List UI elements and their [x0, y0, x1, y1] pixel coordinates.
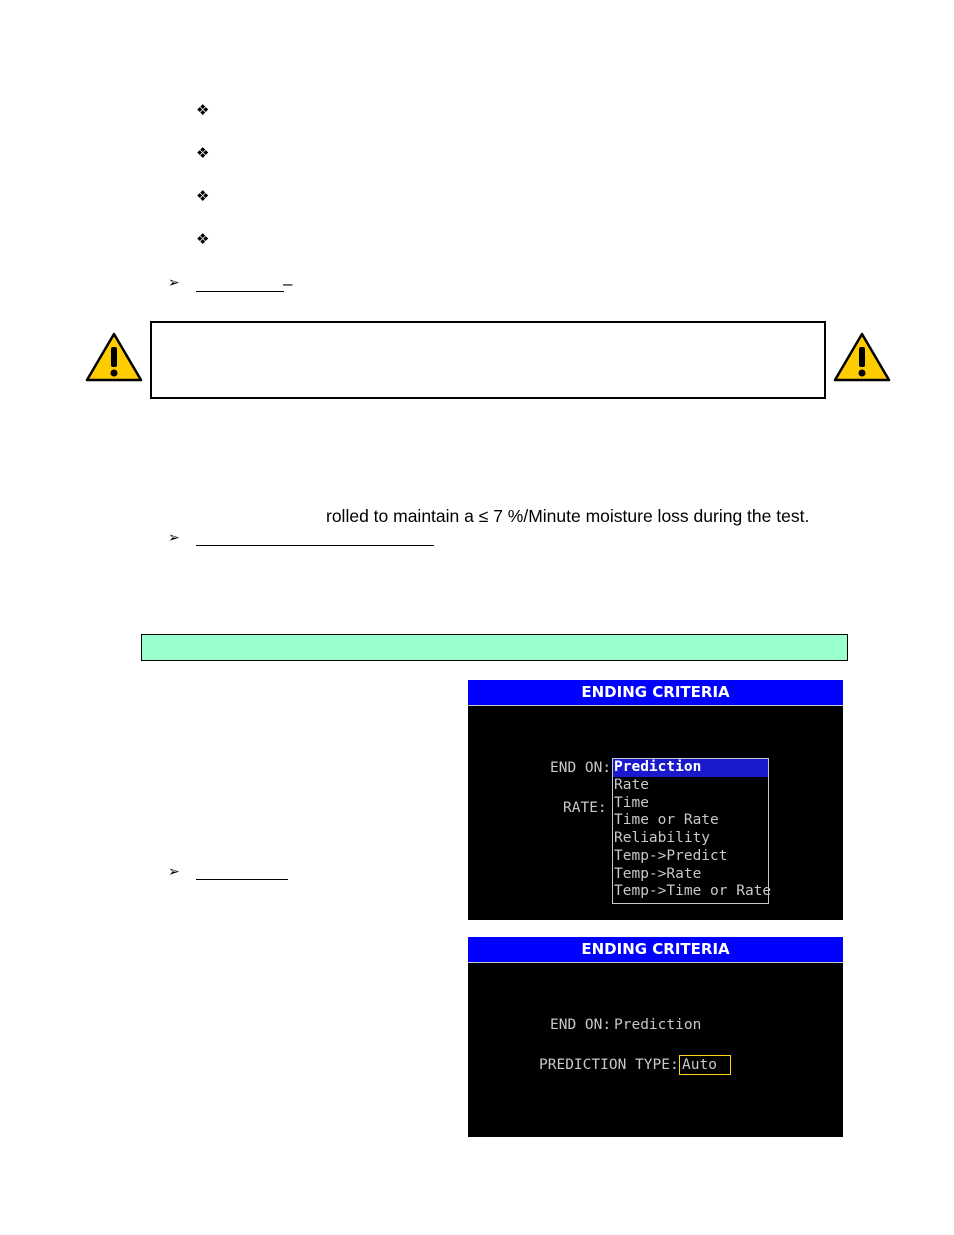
arrow-bullet-2: ➢: [168, 530, 180, 546]
dash: –: [283, 274, 293, 293]
warning-icon-right: [832, 331, 892, 383]
arrow-bullet-3: ➢: [168, 864, 180, 880]
end-on-value: Prediction: [614, 1017, 702, 1033]
menu-item-time-or-rate[interactable]: Time or Rate: [614, 812, 719, 829]
menu-item-temp-time-or-rate[interactable]: Temp->Time or Rate: [614, 883, 772, 900]
diamond-bullet-3: ❖: [196, 187, 210, 205]
ending-criteria-screen-prediction: [468, 937, 843, 1137]
rate-label: RATE:: [563, 800, 607, 816]
menu-item-prediction[interactable]: Prediction: [613, 759, 768, 777]
underlined-heading-2: [196, 545, 434, 546]
underlined-heading-3: [196, 879, 288, 880]
screen-title: ENDING CRITERIA: [468, 680, 843, 706]
screen-title: ENDING CRITERIA: [468, 937, 843, 963]
warning-box: [150, 321, 826, 399]
menu-item-temp-rate[interactable]: Temp->Rate: [614, 865, 702, 882]
ending-criteria-screen-menu: [468, 680, 843, 920]
menu-item-reliability[interactable]: Reliability: [614, 830, 711, 846]
diamond-bullet-2: ❖: [196, 144, 210, 162]
underlined-heading-1: [196, 291, 284, 292]
end-on-label: END ON:: [550, 1017, 612, 1033]
body-text-moisture-loss: rolled to maintain a ≤ 7 %/Minute moisture loss during the test.: [326, 506, 810, 526]
menu-item-time[interactable]: Time: [614, 794, 649, 811]
end-on-dropdown-menu[interactable]: [612, 758, 772, 904]
arrow-bullet-1: ➢: [168, 275, 180, 291]
section-header-bar: [141, 634, 848, 661]
warning-icon-left: [84, 331, 144, 383]
menu-item-rate[interactable]: Rate: [614, 776, 649, 793]
menu-item-temp-predict[interactable]: Temp->Predict: [614, 847, 728, 864]
diamond-bullet-4: ❖: [196, 230, 210, 248]
prediction-type-field[interactable]: Auto: [679, 1055, 731, 1075]
prediction-type-label: PREDICTION TYPE:: [539, 1057, 679, 1073]
diamond-bullet-1: ❖: [196, 101, 210, 119]
end-on-label: END ON:: [550, 760, 612, 776]
